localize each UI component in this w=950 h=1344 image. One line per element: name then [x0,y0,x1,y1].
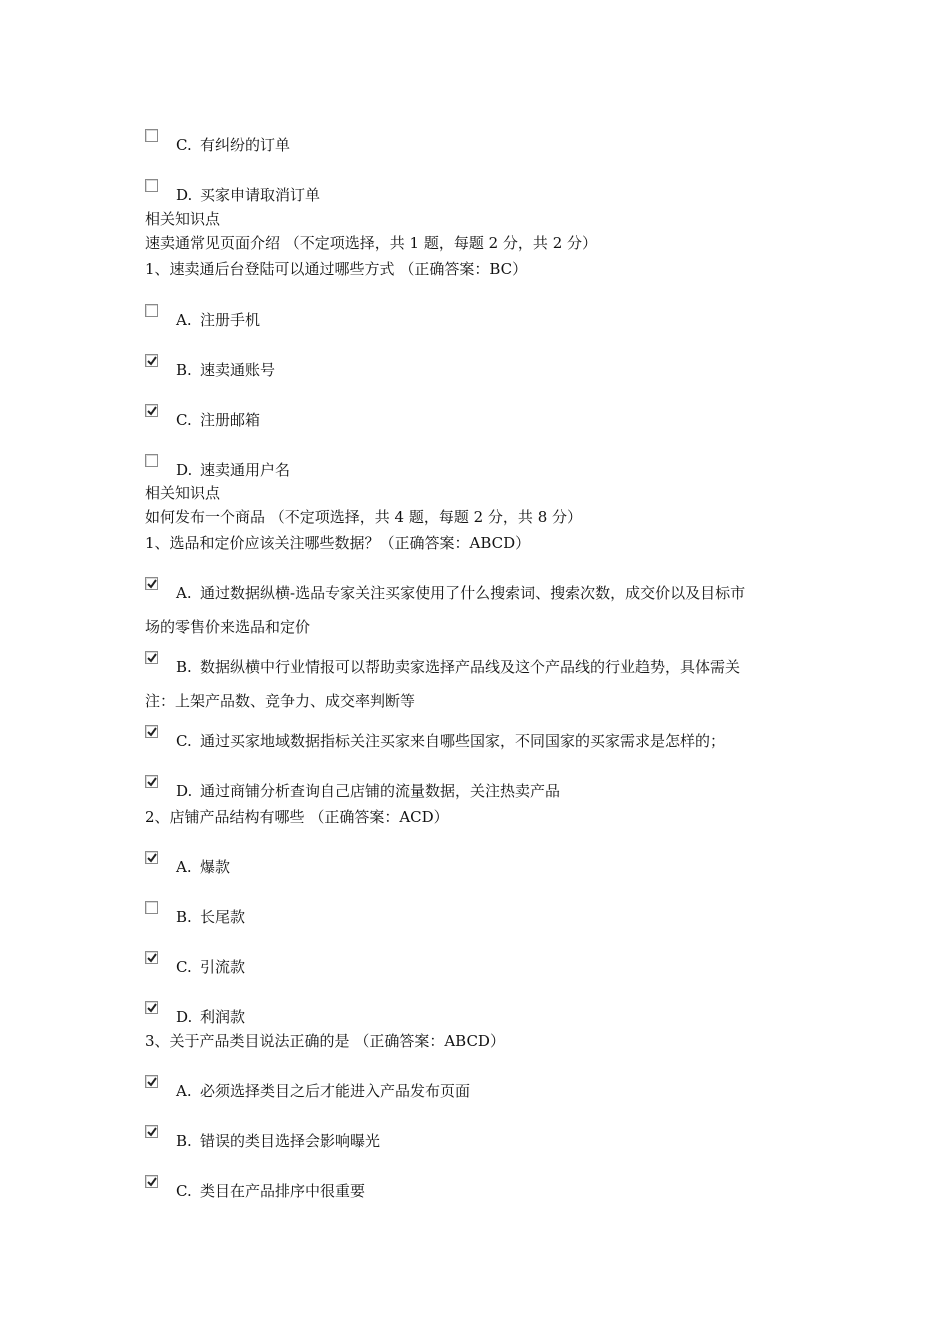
option-text: 利润款 [200,1008,246,1026]
option-label [176,656,740,677]
option-label [176,856,230,877]
text-line: 相关知识点 [145,210,221,228]
checkmark-icon [147,853,157,863]
option-label [176,582,745,603]
checkmark-icon [147,1177,157,1187]
option-text: 类目在产品排序中很重要 [200,1182,366,1200]
option-letter: C. [176,1182,192,1200]
checkmark-icon [147,579,157,589]
checkbox[interactable] [145,951,158,964]
checkbox[interactable] [145,725,158,738]
option-letter: D. [176,186,193,204]
text-line: 2、店铺产品结构有哪些 （正确答案：ACD） [145,808,449,826]
option-letter: A. [176,311,192,329]
option-text-continued: 注：上架产品数、竞争力、成交率判断等 [145,692,416,710]
text-line: 相关知识点 [145,484,221,502]
checkmark-icon [147,777,157,787]
option-text: 注册邮箱 [200,411,261,429]
option-letter: C. [176,732,192,750]
option-letter: B. [176,658,192,676]
option-letter: C. [176,411,192,429]
checkmark-icon [147,1127,157,1137]
option-text: 通过买家地域数据指标关注买家来自哪些国家，不同国家的买家需求是怎样的； [200,732,726,750]
option-text: 长尾款 [200,908,246,926]
checkmark-icon [147,406,157,416]
option-letter: A. [176,1082,192,1100]
option-text-continued: 场的零售价来选品和定价 [145,618,311,636]
option-label [176,409,260,430]
text-line: 1、速卖通后台登陆可以通过哪些方式 （正确答案：BC） [145,260,528,278]
checkmark-icon [147,727,157,737]
option-letter: D. [176,461,193,479]
option-label [176,906,245,927]
option-text: 引流款 [200,958,246,976]
option-label [176,1080,470,1101]
option-label [176,359,275,380]
checkbox[interactable] [145,129,158,142]
option-label [176,1006,245,1027]
option-letter: C. [176,136,192,154]
checkmark-icon [147,1077,157,1087]
text-line: 速卖通常见页面介绍 （不定项选择，共 1 题，每题 2 分，共 2 分） [145,234,598,252]
option-text: 注册手机 [200,311,261,329]
checkbox[interactable] [145,901,158,914]
option-text: 速卖通账号 [200,361,276,379]
option-text: 错误的类目选择会影响曝光 [200,1132,381,1150]
option-letter: A. [176,858,192,876]
option-label [176,780,560,801]
option-label [176,1130,380,1151]
option-letter: D. [176,782,193,800]
checkbox[interactable] [145,304,158,317]
checkbox[interactable] [145,179,158,192]
checkbox[interactable] [145,1125,158,1138]
option-text: 爆款 [200,858,231,876]
option-label [176,730,725,751]
option-label [176,309,260,330]
checkmark-icon [147,953,157,963]
option-letter: C. [176,958,192,976]
option-text: 速卖通用户名 [200,461,291,479]
option-text: 通过商铺分析查询自己店铺的流量数据，关注热卖产品 [200,782,561,800]
option-letter: B. [176,361,192,379]
checkbox[interactable] [145,1075,158,1088]
option-text: 有纠纷的订单 [200,136,291,154]
checkbox[interactable] [145,775,158,788]
checkbox[interactable] [145,577,158,590]
option-letter: A. [176,584,192,602]
text-line: 3、关于产品类目说法正确的是 （正确答案：ABCD） [145,1032,505,1050]
option-text: 通过数据纵横-选品专家关注买家使用了什么搜索词、搜索次数，成交价以及目标市 [200,584,746,602]
text-line: 1、选品和定价应该关注哪些数据？（正确答案：ABCD） [145,534,531,552]
checkbox[interactable] [145,354,158,367]
checkbox[interactable] [145,651,158,664]
option-text: 买家申请取消订单 [200,186,321,204]
checkmark-icon [147,356,157,366]
option-text: 数据纵横中行业情报可以帮助卖家选择产品线及这个产品线的行业趋势，具体需关 [200,658,741,676]
option-letter: D. [176,1008,193,1026]
checkbox[interactable] [145,454,158,467]
option-letter: B. [176,908,192,926]
checkmark-icon [147,653,157,663]
option-letter: B. [176,1132,192,1150]
option-label [176,956,245,977]
checkbox[interactable] [145,1175,158,1188]
checkbox[interactable] [145,851,158,864]
checkmark-icon [147,1003,157,1013]
option-label [176,134,290,155]
text-line: 如何发布一个商品 （不定项选择，共 4 题，每题 2 分，共 8 分） [145,508,583,526]
checkbox[interactable] [145,1001,158,1014]
option-text: 必须选择类目之后才能进入产品发布页面 [200,1082,471,1100]
option-label [176,459,290,480]
option-label [176,1180,365,1201]
option-label [176,184,320,205]
checkbox[interactable] [145,404,158,417]
